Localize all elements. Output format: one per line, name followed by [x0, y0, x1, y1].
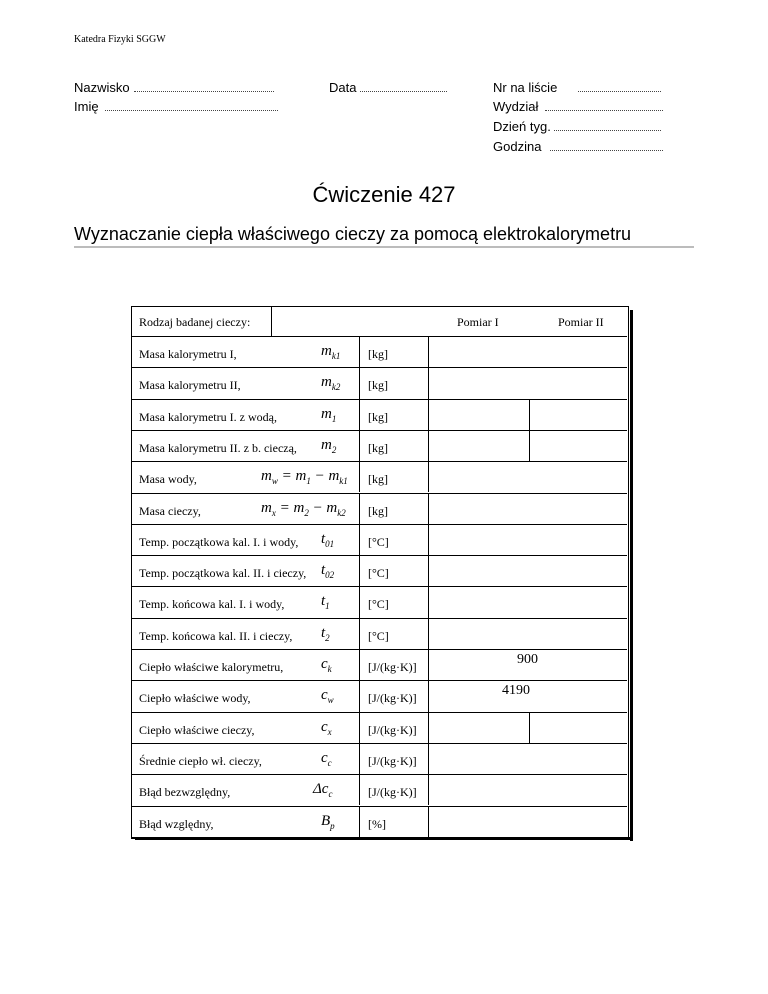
row-unit: [kg]: [368, 472, 388, 487]
weekday-label: Dzień tyg.: [493, 119, 551, 134]
first-name-label: Imię: [74, 99, 99, 114]
hour-label: Godzina: [493, 139, 542, 154]
row-label: Ciepło właściwe wody,: [139, 691, 251, 706]
measurement-2-cell[interactable]: [530, 713, 626, 742]
row-unit: [kg]: [368, 440, 388, 455]
row-symbol: $t_2$: [321, 624, 330, 643]
row-label: Masa cieczy,: [139, 503, 201, 518]
column-divider: [359, 586, 360, 617]
column-measurement-1: Pomiar I: [457, 315, 499, 329]
row-label: Ciepło właściwe kalorymetru,: [139, 660, 284, 674]
measurement-1-cell[interactable]: [429, 431, 528, 460]
measurement-table: [131, 306, 633, 842]
row-symbol: $c_x$: [321, 718, 332, 737]
column-divider: [359, 806, 360, 837]
row-label: Temp. końcowa kal. I. i wody,: [139, 597, 285, 612]
column-divider: [359, 743, 360, 774]
column-divider: [359, 524, 360, 555]
date-field[interactable]: [360, 91, 447, 92]
row-unit: [°C]: [368, 534, 389, 549]
column-divider: [359, 649, 360, 680]
measurement-1-cell[interactable]: [429, 494, 528, 523]
list-number-label: Nr na liście: [493, 80, 558, 95]
measurement-1-cell[interactable]: [429, 713, 528, 742]
row-label: Ciepło właściwe cieczy,: [139, 722, 255, 737]
row-unit: [kg]: [368, 347, 388, 361]
column-divider: [359, 493, 360, 524]
row-symbol: $m_{k1}$: [321, 343, 341, 361]
measurement-1-cell[interactable]: [429, 775, 528, 804]
row-label: Masa kalorymetru I. z wodą,: [139, 409, 277, 424]
column-divider: [359, 430, 360, 461]
column-divider: [428, 680, 429, 711]
row-symbol: $m_1$: [321, 405, 337, 424]
measurement-1-cell[interactable]: [429, 368, 528, 397]
title-divider: [74, 246, 694, 248]
head-divider: [271, 306, 272, 336]
page-subtitle: Wyznaczanie ciepła właściwego cieczy za pomocą elektrokalorymetru: [74, 224, 632, 244]
measurement-1-cell[interactable]: [429, 462, 528, 491]
row-label: Masa kalorymetru II,: [139, 378, 241, 393]
column-divider: [428, 649, 429, 680]
row-label: Masa kalorymetru I,: [139, 347, 237, 361]
faculty-field[interactable]: [545, 110, 663, 111]
row-symbol: $c_k$: [321, 656, 332, 674]
row-value: 900: [517, 652, 538, 667]
row-symbol: $c_c$: [321, 749, 332, 768]
measurement-1-cell[interactable]: [429, 400, 528, 429]
column-divider: [359, 555, 360, 586]
column-measurement-2: Pomiar II: [558, 315, 604, 329]
row-label: Średnie ciepło wł. cieczy,: [139, 753, 262, 768]
date-label: Data: [329, 80, 357, 95]
column-divider: [359, 399, 360, 430]
surname-label: Nazwisko: [74, 80, 130, 95]
row-label: Temp. końcowa kal. II. i cieczy,: [139, 628, 293, 643]
liquid-type-label: Rodzaj badanej cieczy:: [139, 315, 251, 329]
measurement-1-cell[interactable]: [429, 619, 528, 648]
row-symbol: $t_{01}$: [321, 530, 335, 549]
row-formula: $m_w = m_1 - m_{k1}$: [261, 468, 348, 487]
weekday-field[interactable]: [554, 130, 661, 131]
row-symbol: $m_{k2}$: [321, 374, 341, 393]
row-unit: [J/(kg·K)]: [368, 753, 417, 768]
row-symbol: $B_p$: [321, 812, 335, 831]
measurement-1-cell[interactable]: [429, 525, 528, 554]
row-label: Temp. początkowa kal. II. i cieczy,: [139, 566, 307, 581]
row-value: 4190: [502, 683, 530, 699]
measurement-1-cell[interactable]: [429, 337, 528, 366]
row-unit: [kg]: [368, 378, 388, 393]
row-symbol: $t_{02}$: [321, 562, 335, 581]
row-label: Masa wody,: [139, 472, 197, 487]
measurement-1-cell[interactable]: [429, 587, 528, 616]
row-label: Błąd względny,: [139, 816, 214, 831]
measurement-1-cell[interactable]: [429, 556, 528, 585]
row-unit: [J/(kg·K)]: [368, 691, 417, 706]
faculty-label: Wydział: [493, 99, 539, 114]
measurement-2-cell[interactable]: [530, 400, 626, 429]
column-divider: [359, 367, 360, 398]
measurement-1-cell[interactable]: [429, 744, 528, 773]
department-header: Katedra Fizyki SGGW: [74, 34, 166, 45]
row-symbol: $m_2$: [321, 436, 337, 455]
first-name-field[interactable]: [105, 110, 278, 111]
row-unit: [kg]: [368, 503, 388, 518]
row-unit: [J/(kg·K)]: [368, 722, 417, 737]
row-unit: [°C]: [368, 566, 389, 581]
row-label: Błąd bezwzględny,: [139, 785, 231, 800]
row-symbol: $t_1$: [321, 593, 330, 612]
list-number-field[interactable]: [578, 91, 661, 92]
column-divider: [359, 618, 360, 649]
column-divider: [359, 774, 360, 805]
table-shadow-right: [630, 310, 633, 841]
column-divider: [359, 680, 360, 711]
row-divider: [131, 837, 627, 838]
column-divider: [359, 336, 360, 367]
row-unit: [kg]: [368, 409, 388, 424]
row-label: Masa kalorymetru II. z b. cieczą,: [139, 440, 297, 455]
row-unit: [J/(kg·K)]: [368, 785, 417, 800]
row-unit: [°C]: [368, 597, 389, 612]
row-unit: [%]: [368, 816, 386, 831]
row-unit: [°C]: [368, 628, 389, 643]
row-symbol: $\Delta c_c$: [313, 781, 333, 800]
row-formula: $m_x = m_2 - m_{k2}$: [261, 499, 346, 518]
measurement-2-cell[interactable]: [530, 431, 626, 460]
measurement-1-cell[interactable]: [429, 807, 528, 836]
row-unit: [J/(kg·K)]: [368, 660, 417, 674]
page-title: Ćwiczenie 427: [312, 182, 456, 207]
row-label: Temp. początkowa kal. I. i wody,: [139, 534, 299, 549]
hour-field[interactable]: [550, 150, 663, 151]
row-symbol: $c_w$: [321, 687, 334, 706]
column-divider: [359, 712, 360, 743]
surname-field[interactable]: [134, 91, 274, 92]
column-divider: [359, 461, 360, 492]
